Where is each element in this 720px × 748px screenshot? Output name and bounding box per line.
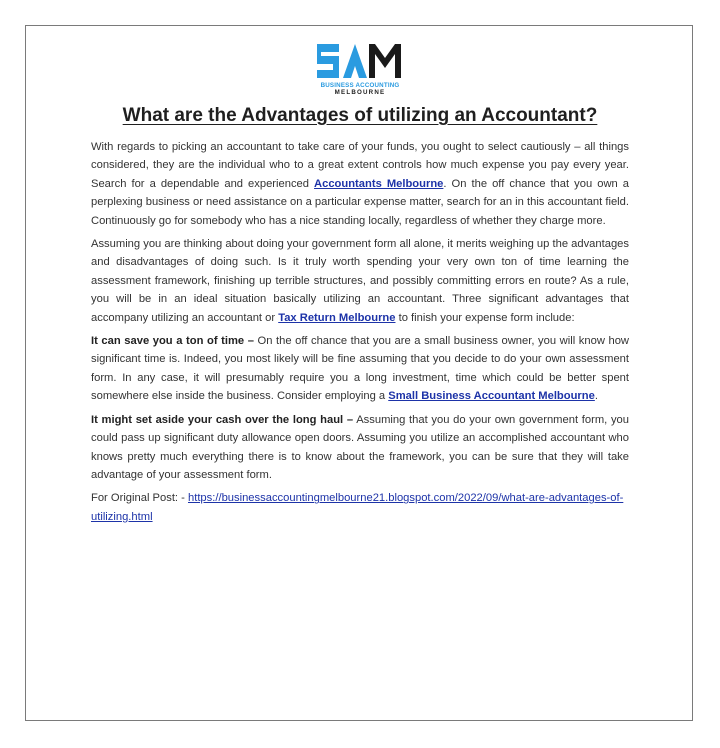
link-tax-return-melbourne[interactable]: Tax Return Melbourne: [278, 311, 396, 324]
logo-text-melbourne: MELBOURNE: [334, 89, 386, 96]
paragraph-save-time: It can save you a ton of time – On the off chance that you are a small business owner, you will know how significant time is. Indeed, you most likely will be fine assuming that you decide to do your own assessment form. In any case, it will presumably require you a long investment, time which could be better spent somewhere else inside the business. Consider employing a Small Business Accountant Melbourne.: [91, 335, 630, 403]
lead-save-money: It might set aside your cash over the long haul –: [91, 413, 354, 426]
source-label: For Original Post: -: [91, 492, 188, 505]
logo-text-business-accounting: BUSINESS ACCOUNTING: [320, 82, 400, 89]
link-accountants-melbourne[interactable]: Accountants Melbourne: [314, 177, 444, 190]
article-body: [91, 138, 629, 531]
paragraph-source: [91, 489, 629, 526]
page-title: What are the Advantages of utilizing an Accountant?: [122, 105, 598, 126]
link-small-business-accountant[interactable]: Small Business Accountant Melbourne: [388, 390, 595, 403]
lead-save-time: It can save you a ton of time –: [91, 335, 254, 348]
link-original-post[interactable]: https://businessaccountingmelbourne21.blogspot.com/2022/09/what-are-advantages-of-utilizing.html: [91, 492, 624, 523]
paragraph-intro: With regards to picking an accountant to take care of your funds, you ought to select cautiously – all things considered, they are the individual who to a great extent controls how much expense you pay every year. Search for a dependable and experienced Accountants Melbourne. On the off chance that you own a perplexing business or need assistance on a particular expense matter, search for an in this accountant field. Continuously go for somebody who has a nice standing locally, regardless of whether they charge more.: [91, 141, 629, 227]
paragraph-save-money: It might set aside your cash over the long haul – Assuming that you do your own government form, you could pass up significant duty allowance open doors. Assuming you utilize an accomplished accountant who knows pretty much everything there is to know about the framework, you can be sure that they will take advantage of your assessment form.: [91, 413, 629, 481]
company-logo: [313, 40, 407, 98]
bam-logo-mark: [313, 40, 407, 82]
paragraph-considerations: Assuming you are thinking about doing your government form all alone, it merits weighing up the advantages and disadvantages of doing such. Is it truly worth spending your very own ton of time learning the assessment framework, finishing up terrible structures, and possibly committing errors en route? As a rule, you will be in an ideal situation basically utilizing an accountant. Three significant advantages that accompany utilizing an accountant or Tax Return Melbourne to finish your expense form include:: [91, 238, 629, 324]
